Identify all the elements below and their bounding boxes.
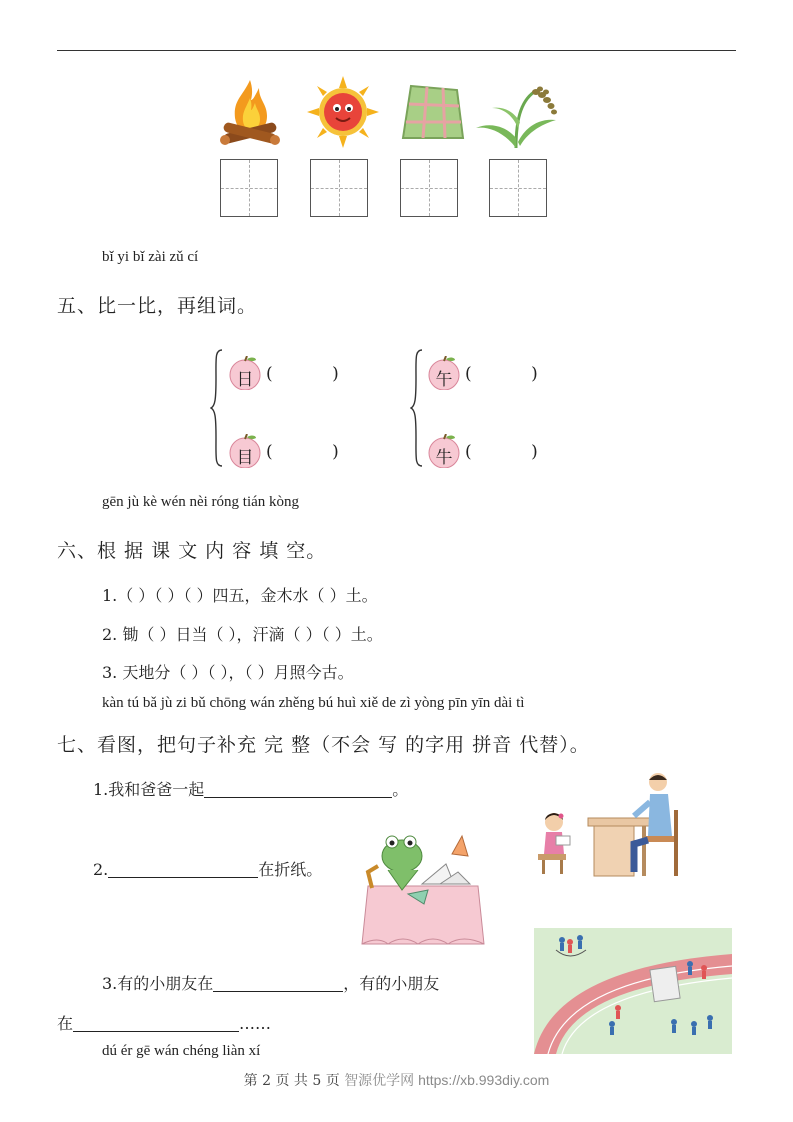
- char-ri: 日: [236, 370, 254, 390]
- page-footer: [0, 1070, 793, 1090]
- brace-left-2: [410, 348, 424, 468]
- girl-and-father-picture: [534, 770, 694, 880]
- campfire-icon: [215, 74, 285, 150]
- sentence-3-blank-2[interactable]: [73, 1030, 239, 1032]
- char-wu: 午: [435, 370, 453, 390]
- sentence-3: [102, 971, 439, 994]
- sentence-3-blank-1[interactable]: [213, 990, 343, 992]
- playground-picture: [534, 928, 732, 1054]
- sentence-1: [93, 777, 408, 800]
- section7-heading: 七、看图，把句子补充 完 整（不会 写 的字用 拼音 代替）。: [57, 734, 590, 756]
- apple-char-wu: [427, 356, 461, 390]
- apple-char-mu: [228, 434, 262, 468]
- answer-paren-niu[interactable]: ( ): [465, 442, 538, 462]
- sentence-3-line2-suffix: ……: [239, 1014, 272, 1033]
- apple-char-niu: [427, 434, 461, 468]
- section7-pinyin: kàn tú bǎ jù zi bǔ chōng wán zhěng bú huì xiě de zì yòng pīn yīn dài tì: [102, 695, 525, 711]
- sentence-1-suffix: 。: [392, 780, 409, 799]
- apple-char-ri: [228, 356, 262, 390]
- top-rule: [57, 50, 736, 51]
- section5-heading: 五、比一比，再组词。: [57, 295, 258, 317]
- answer-paren-ri[interactable]: ( ): [266, 364, 339, 384]
- rice-plant-icon: [474, 82, 564, 150]
- campfire-picture: [215, 74, 285, 150]
- next-section-pinyin: dú ér gē wán chéng liàn xí: [102, 1043, 261, 1059]
- page-number: 第 2 页 共 5 页: [243, 1073, 340, 1089]
- writing-box-1[interactable]: [220, 159, 278, 217]
- reading-writing-icon: [534, 770, 694, 880]
- watermark: 智源优学网 https://xb.993diy.com: [344, 1072, 550, 1088]
- frog-origami-picture: [358, 826, 490, 950]
- sentence-3-prefix: 3.有的小朋友在: [102, 974, 214, 993]
- answer-paren-mu[interactable]: ( ): [266, 442, 339, 462]
- writing-box-2[interactable]: [310, 159, 368, 217]
- sentence-2: [93, 857, 322, 880]
- fill-line-3[interactable]: 3. 天地分（ ）（ ），（ ）月照今古。: [102, 663, 354, 682]
- rice-plant-picture: [474, 82, 564, 150]
- brace-left-1: [210, 348, 224, 468]
- rice-dumpling-picture: [397, 80, 467, 150]
- sentence-3-line-2: [57, 1011, 271, 1034]
- sentence-1-blank[interactable]: [204, 796, 392, 798]
- sun-icon: [305, 74, 381, 150]
- sun-picture: [305, 74, 381, 150]
- answer-paren-wu[interactable]: ( ): [465, 364, 538, 384]
- writing-box-4[interactable]: [489, 159, 547, 217]
- sentence-3-middle: ，有的小朋友: [343, 974, 440, 993]
- section6-heading: 六、根 据 课 文 内 容 填 空。: [57, 540, 327, 562]
- section5-pinyin: bǐ yi bǐ zài zǔ cí: [102, 249, 199, 265]
- fill-line-1[interactable]: 1.（ ）（ ）（ ）四五，金木水（ ）土。: [102, 586, 378, 605]
- sentence-2-prefix: 2.: [93, 860, 109, 879]
- char-niu: 牛: [435, 448, 453, 468]
- sentence-1-prefix: 1.我和爸爸一起: [93, 780, 205, 799]
- writing-box-3[interactable]: [400, 159, 458, 217]
- char-mu: 目: [236, 448, 254, 468]
- rice-dumpling-icon: [397, 80, 467, 150]
- fill-line-2[interactable]: 2. 锄（ ）日当（ ），汗滴（ ）（ ）土。: [102, 625, 383, 644]
- sentence-2-suffix: 在折纸。: [258, 860, 323, 879]
- sentence-3-line2-prefix: 在: [57, 1014, 74, 1033]
- frog-origami-icon: [358, 826, 490, 950]
- playground-icon: [534, 928, 732, 1054]
- section6-pinyin: gēn jù kè wén nèi róng tián kòng: [102, 494, 300, 510]
- sentence-2-blank[interactable]: [108, 876, 258, 878]
